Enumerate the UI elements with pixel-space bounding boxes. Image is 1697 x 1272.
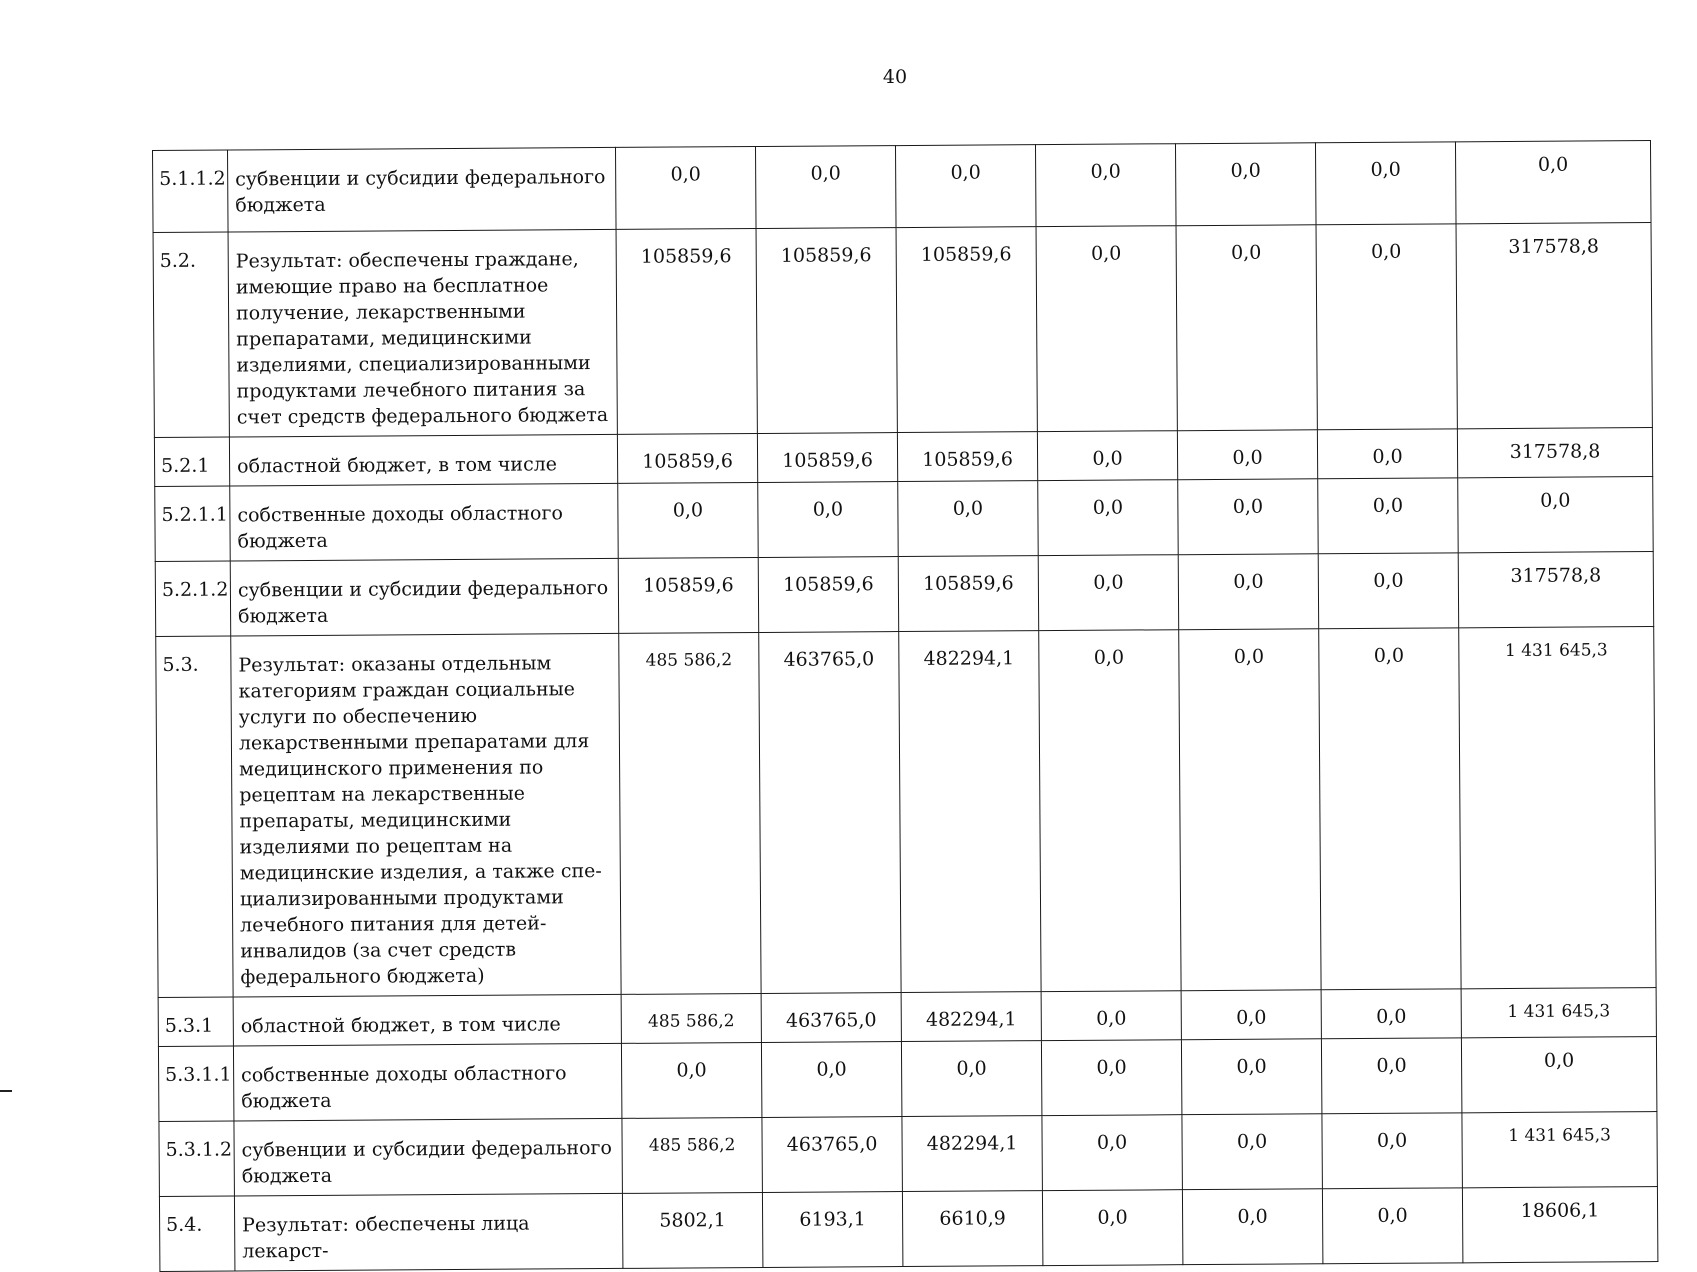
value-cell: 0,0 — [621, 1042, 761, 1118]
value-cell: 0,0 — [895, 145, 1036, 228]
value-cell: 0,0 — [1182, 1189, 1322, 1265]
value-cell: 0,0 — [615, 146, 756, 229]
value-cell: 0,0 — [1038, 480, 1178, 556]
table-row — [156, 627, 1656, 998]
table-row — [159, 1187, 1657, 1272]
total-cell: 317578,8 — [1457, 428, 1652, 478]
value-cell: 463765,0 — [759, 632, 901, 994]
value-cell: 105859,6 — [898, 556, 1038, 632]
value-cell: 105859,6 — [618, 557, 758, 633]
value-cell: 0,0 — [1042, 1115, 1182, 1191]
value-cell: 0,0 — [1318, 478, 1458, 554]
value-cell: 0,0 — [1041, 1040, 1181, 1116]
row-description: областной бюджет, в том числе — [229, 434, 617, 486]
value-cell: 485 586,2 — [619, 632, 761, 994]
value-cell: 0,0 — [1177, 430, 1317, 480]
row-code: 5.2.1.2 — [155, 561, 230, 636]
value-cell: 0,0 — [1039, 630, 1181, 992]
value-cell: 105859,6 — [758, 557, 898, 633]
value-cell: 0,0 — [1182, 1114, 1322, 1190]
value-cell: 0,0 — [1041, 991, 1181, 1041]
row-code: 5.2.1 — [154, 437, 229, 486]
value-cell: 0,0 — [1319, 628, 1461, 990]
value-cell: 0,0 — [1035, 144, 1176, 227]
table-row — [153, 223, 1652, 438]
value-cell: 105859,6 — [756, 228, 897, 434]
value-cell: 482294,1 — [902, 1116, 1042, 1192]
value-cell: 0,0 — [761, 1042, 901, 1118]
value-cell: 0,0 — [1179, 629, 1321, 991]
total-cell: 1 431 645,3 — [1459, 627, 1656, 989]
value-cell: 5802,1 — [622, 1192, 762, 1268]
value-cell: 0,0 — [755, 146, 896, 229]
value-cell: 6193,1 — [762, 1192, 902, 1268]
value-cell: 0,0 — [1315, 142, 1456, 225]
value-cell: 105859,6 — [897, 432, 1037, 482]
value-cell: 0,0 — [1038, 555, 1178, 631]
total-cell: 317578,8 — [1458, 552, 1653, 628]
row-code: 5.4. — [159, 1196, 234, 1271]
total-cell: 1 431 645,3 — [1462, 1112, 1657, 1188]
row-description: субвенции и субсидии федерального бюджета — [230, 558, 618, 636]
value-cell: 105859,6 — [757, 433, 897, 483]
row-code: 5.3.1.2 — [159, 1121, 234, 1196]
row-description: Результат: обеспечены лица лекарст- — [234, 1193, 622, 1271]
value-cell: 463765,0 — [762, 1117, 902, 1193]
value-cell: 0,0 — [1175, 143, 1316, 226]
value-cell: 485 586,2 — [621, 993, 761, 1043]
value-cell: 0,0 — [1037, 431, 1177, 481]
row-description: Результат: оказаны отдельным категориям граждан социальные услуги по обеспечению лекарственными препаратами для медицинского применения по рецептам на лекарственные препараты, медицинскими изделиями по рецептам на медицинские изделия, а также специализированными продуктами лечебного питания для детей-инвалидов (за счет средств федерального бюджета) — [231, 633, 621, 997]
total-cell: 0,0 — [1455, 141, 1651, 224]
budget-table-wrapper — [152, 140, 1658, 1272]
total-cell: 317578,8 — [1456, 223, 1652, 429]
row-description: областной бюджет, в том числе — [233, 994, 621, 1046]
value-cell: 105859,6 — [616, 228, 757, 434]
row-description: Результат: обеспечены граждане, имеющие право на бесплатное получение, лекарственными препаратами, медицинскими изделиями, специализированными продуктами лечебного питания за счет средств федерального бюджета — [228, 229, 617, 437]
row-description: собственные доходы областного бюджета — [233, 1043, 621, 1121]
table-row — [158, 1037, 1656, 1122]
table-row — [153, 141, 1652, 233]
row-code: 5.3.1 — [158, 997, 233, 1046]
value-cell: 0,0 — [1181, 990, 1321, 1040]
budget-table — [152, 140, 1658, 1272]
value-cell: 0,0 — [1176, 225, 1317, 431]
value-cell: 105859,6 — [896, 227, 1037, 433]
value-cell: 0,0 — [1322, 1188, 1462, 1264]
value-cell: 0,0 — [1318, 553, 1458, 629]
row-code: 5.3.1.1 — [158, 1046, 233, 1121]
total-cell: 18606,1 — [1462, 1187, 1657, 1263]
row-description: субвенции и субсидии федерального бюджета — [228, 147, 617, 232]
value-cell: 482294,1 — [901, 992, 1041, 1042]
value-cell: 0,0 — [1036, 226, 1177, 432]
table-row — [155, 552, 1653, 637]
value-cell: 0,0 — [898, 481, 1038, 557]
value-cell: 0,0 — [1042, 1190, 1182, 1266]
value-cell: 0,0 — [618, 482, 758, 558]
total-cell: 1 431 645,3 — [1461, 988, 1656, 1038]
value-cell: 0,0 — [1178, 554, 1318, 630]
row-description: субвенции и субсидии федерального бюджета — [234, 1118, 622, 1196]
table-row — [155, 477, 1653, 562]
table-row — [159, 1112, 1657, 1197]
value-cell: 482294,1 — [899, 631, 1041, 993]
value-cell: 0,0 — [901, 1041, 1041, 1117]
row-code: 5.2.1.1 — [155, 486, 230, 561]
row-code: 5.1.1.2 — [153, 150, 229, 232]
value-cell: 105859,6 — [617, 433, 757, 483]
row-description: собственные доходы областного бюджета — [230, 483, 618, 561]
value-cell: 0,0 — [1321, 1038, 1461, 1114]
value-cell: 0,0 — [758, 482, 898, 558]
value-cell: 0,0 — [1181, 1039, 1321, 1115]
value-cell: 0,0 — [1317, 429, 1457, 479]
value-cell: 6610,9 — [902, 1191, 1042, 1267]
row-code: 5.3. — [156, 636, 233, 997]
value-cell: 0,0 — [1322, 1113, 1462, 1189]
value-cell: 0,0 — [1321, 989, 1461, 1039]
value-cell: 0,0 — [1316, 224, 1457, 430]
page-number: 40 — [882, 66, 908, 88]
value-cell: 0,0 — [1178, 479, 1318, 555]
total-cell: 0,0 — [1461, 1037, 1656, 1113]
value-cell: 463765,0 — [761, 993, 901, 1043]
value-cell: 485 586,2 — [622, 1117, 762, 1193]
total-cell: 0,0 — [1458, 477, 1653, 553]
margin-mark — [0, 1090, 12, 1092]
row-code: 5.2. — [153, 232, 229, 437]
